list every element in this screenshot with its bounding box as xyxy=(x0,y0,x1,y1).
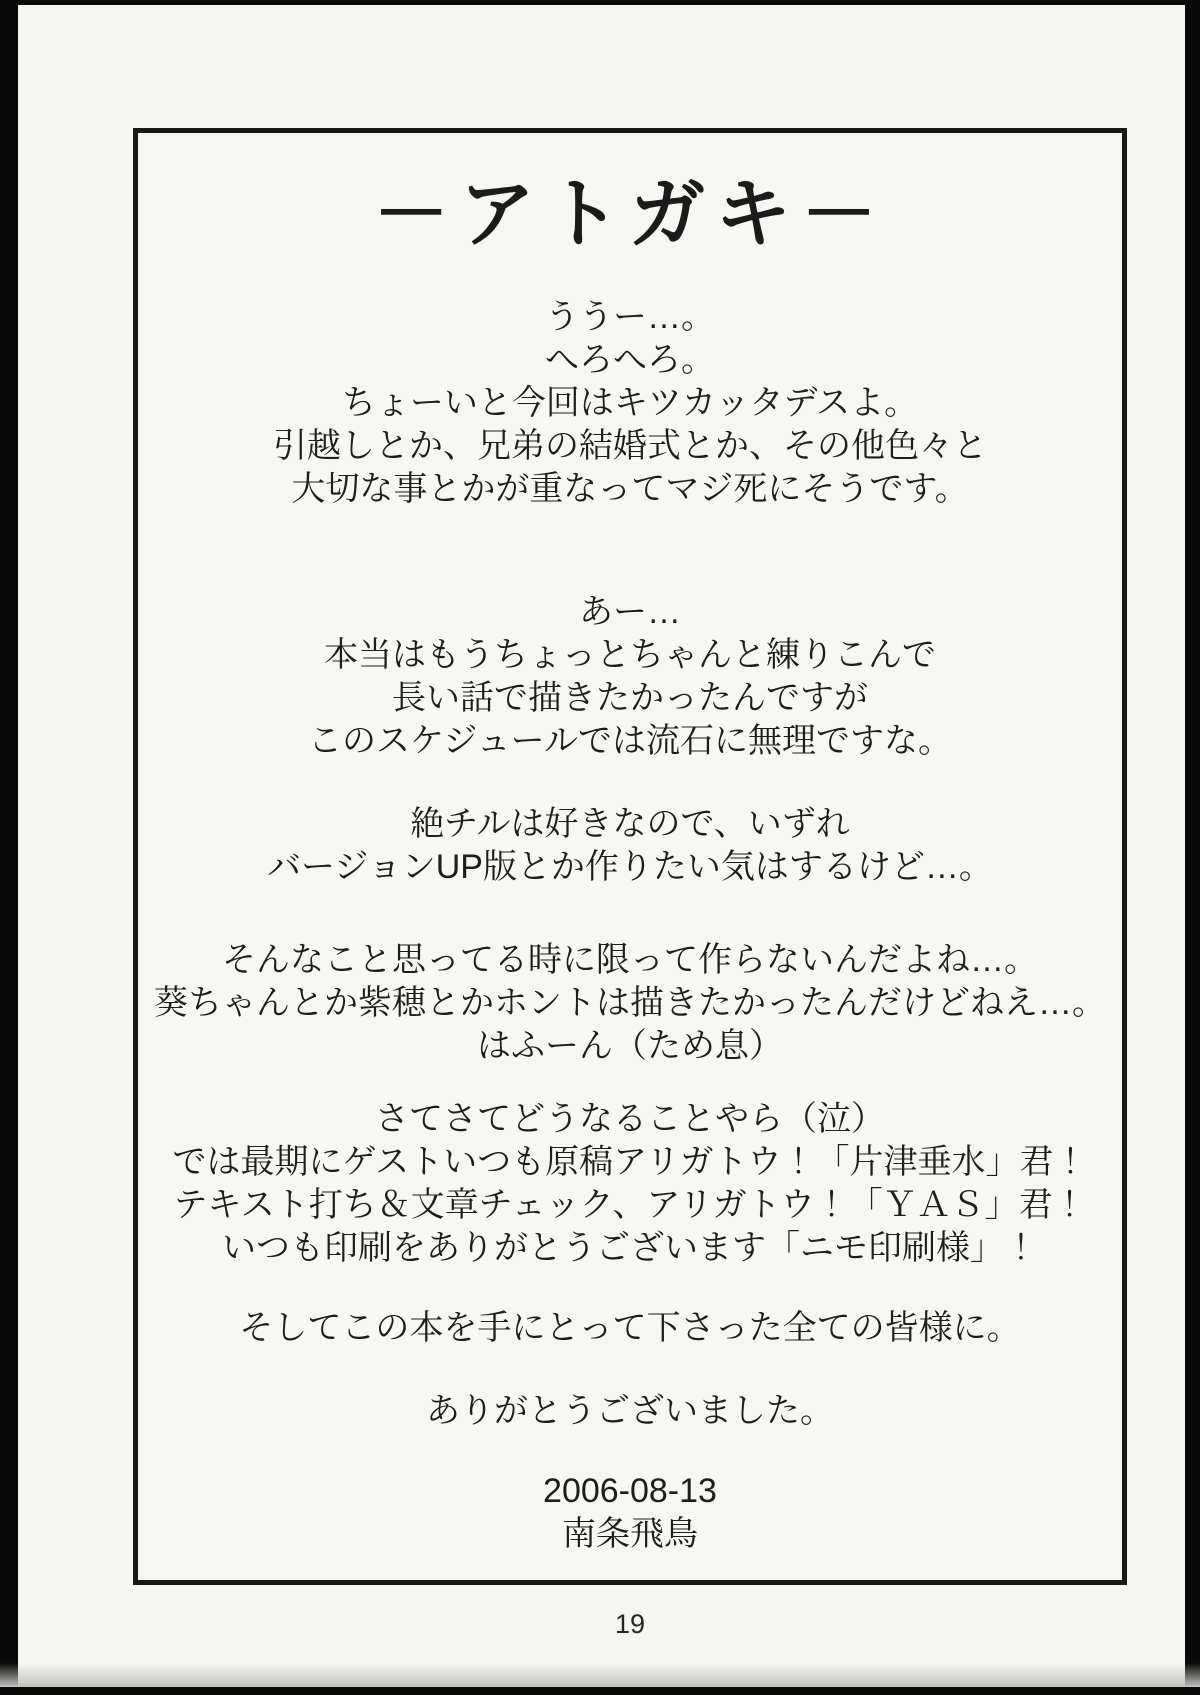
text-line: 大切な事とかが重なってマジ死にそうです。 xyxy=(291,470,969,508)
paragraph xyxy=(138,1098,1122,1270)
afterword-paragraphs xyxy=(138,296,1122,1433)
text-line: そんなこと思ってる時に限って作らないんだよね…。 xyxy=(222,941,1038,979)
text-line: ちょーいと今回はキツカッタデスよ。 xyxy=(341,384,919,422)
text-line: では最期にゲストいつも原稿アリガトウ！「片津垂水」君！ xyxy=(172,1143,1088,1181)
text-line: そしてこの本を手にとって下さった全ての皆様に。 xyxy=(239,1309,1021,1347)
text-line: ありがとうございました。 xyxy=(426,1392,834,1430)
text-line: バージョンUP版とか作りたい気はするけど…。 xyxy=(267,848,993,886)
text-line: あー… xyxy=(579,593,681,631)
paragraph xyxy=(138,803,1122,889)
page-number: 19 xyxy=(614,1609,646,1639)
text-line: さてさてどうなることやら（泣） xyxy=(375,1100,885,1138)
text-line: このスケジュールでは流石に無理ですな。 xyxy=(308,722,952,760)
text-line: 引越しとか、兄弟の結婚式とか、その他色々と xyxy=(273,427,987,465)
text-line: ううー…。 xyxy=(545,298,715,336)
text-line: いつも印刷をありがとうございます「ニモ印刷様」！ xyxy=(222,1229,1038,1267)
signature-author: 南条飛鳥 xyxy=(562,1515,698,1553)
text-line: 本当はもうちょっとちゃんと練りこんで xyxy=(324,636,936,674)
paragraph xyxy=(138,296,1122,511)
page-title: －アトガキ－ xyxy=(373,173,887,257)
text-line: 絶チルは好きなので、いずれ xyxy=(410,805,850,843)
paragraph xyxy=(138,591,1122,763)
paragraph xyxy=(138,939,1122,1068)
text-line: へろへろ。 xyxy=(545,341,715,379)
scan-bottom-shadow xyxy=(0,1663,1200,1687)
scan-edge-left xyxy=(0,0,18,1695)
text-line: テキスト打ち＆文章チェック、アリガトウ！「ＹＡＳ」君！ xyxy=(173,1186,1087,1224)
paragraph xyxy=(138,1390,1122,1433)
signature-date: 2006-08-13 xyxy=(543,1472,717,1510)
afterword-frame xyxy=(133,128,1127,1585)
scan-edge-right xyxy=(1185,0,1200,1695)
paragraph xyxy=(138,1307,1122,1350)
text-line: はふーん（ため息） xyxy=(477,1027,783,1065)
scan-edge-top xyxy=(0,0,1200,5)
text-line: 長い話で描きたかったんですが xyxy=(392,679,868,717)
signature-block xyxy=(138,1470,1122,1556)
scan-edge-bottom xyxy=(0,1687,1200,1695)
text-line: 葵ちゃんとか紫穂とかホントは描きたかったんだけどねえ…。 xyxy=(154,984,1106,1022)
